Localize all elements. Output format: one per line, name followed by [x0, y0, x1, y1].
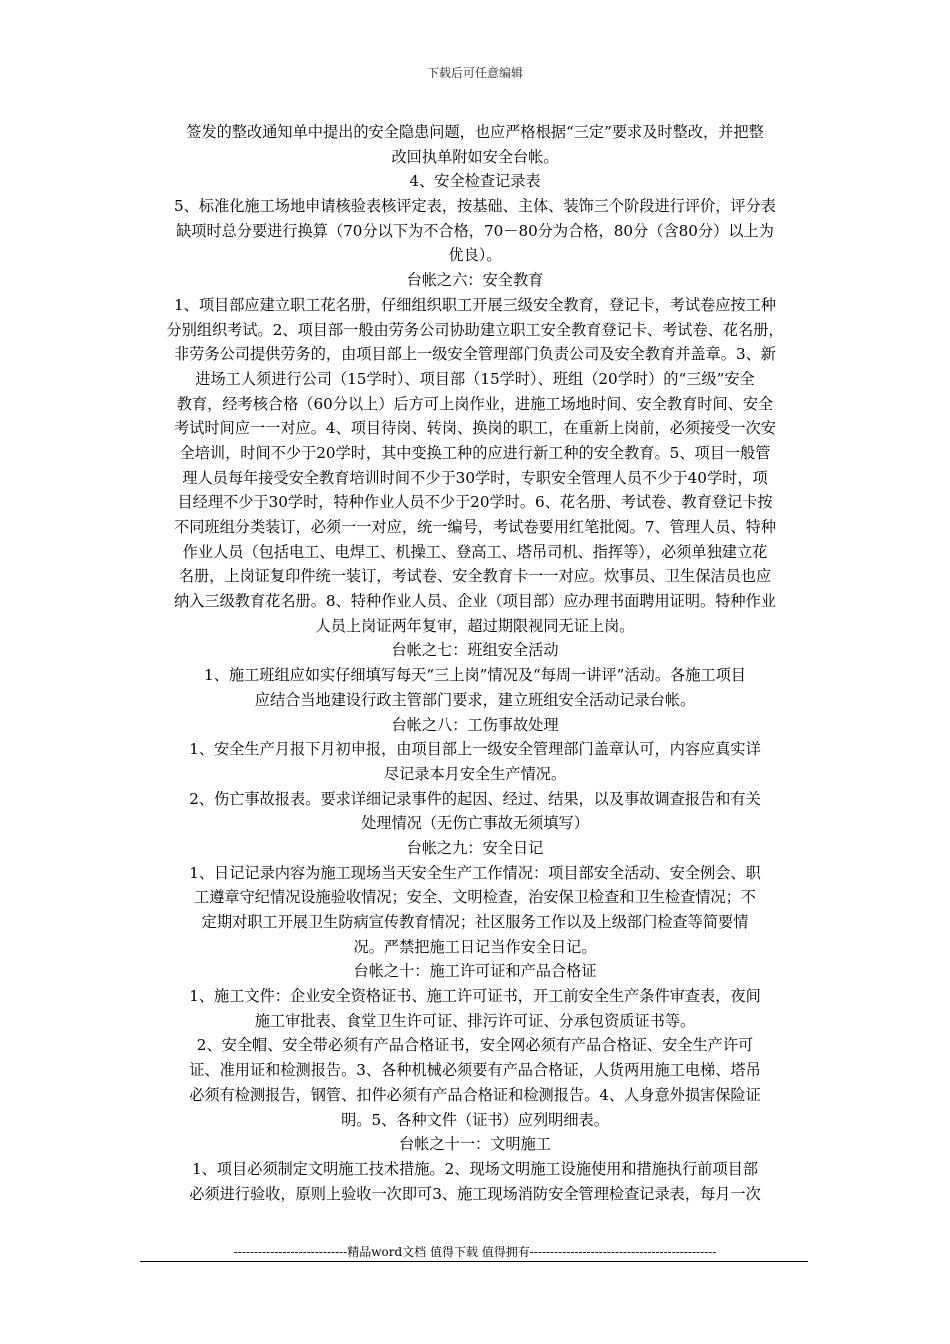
page-header: 下载后可任意编辑	[426, 66, 523, 80]
text-line: 签发的整改通知单中提出的安全隐患问题，也应严格根据“三定”要求及时整改，并把整	[186, 123, 764, 141]
text-line: 台帐之十一：文明施工	[399, 1135, 551, 1154]
text-line: 应结合当地建设行政主管部门要求，建立班组安全活动记录台帐。	[254, 690, 696, 709]
text-line: 优良）。	[448, 246, 502, 265]
text-line: 证、准用证和检测报告。3、各种机械必须要有产品合格证，人货两用施工电梯、塔吊	[189, 1061, 761, 1080]
text-line: 缺项时总分要进行换算（70分以下为不合格，70－80分为合格，80分（含80分）以上为	[176, 221, 774, 240]
text-line: 施工审批表、食堂卫生许可证、排污许可证、分承包资质证书等。	[254, 1011, 696, 1030]
text-line: 作业人员（包括电工、电焊工、机操工、登高工、塔吊司机、指挥等），必须单独建立花	[182, 542, 768, 561]
text-line: 考试时间应一一对应。4、项目待岗、转岗、换岗的职工，在重新上岗前，必须接受一次安	[174, 419, 776, 438]
text-line: 处理情况（无伤亡事故无须填写）	[361, 814, 589, 833]
text-line: 1、安全生产月报下月初申报，由项目部上一级安全管理部门盖章认可，内容应真实详	[189, 740, 761, 759]
text-line: 1、施工文件：企业安全资格证书、施工许可证书，开工前安全生产条件审查表，夜间	[189, 987, 761, 1006]
text-line: 定期对职工开展卫生防病宣传教育情况；社区服务工作以及上级部门检查等简要情	[201, 913, 749, 931]
document-body	[140, 120, 810, 1206]
text-line: 改回执单附如安全台帐。	[391, 147, 559, 166]
text-line: 台帐之九：安全日记	[406, 838, 544, 857]
text-line: 必须有检测报告，钢管、扣件必须有产品合格证和检测报告。4、人身意外损害保险证	[189, 1085, 761, 1104]
text-line: 纳入三级教育花名册。8、特种作业人员、企业（项目部）应办理书面聘用证明。特种作业	[174, 592, 776, 611]
text-line: 不同班组分类装订，必须一一对应，统一编号，考试卷要用红笔批阅。7、管理人员、特种	[174, 518, 776, 536]
text-line: 理人员每年接受安全教育培训时间不少于30学时，专职安全管理人员不少于40学时，项	[182, 468, 768, 487]
text-line: 工遵章守纪情况设施验收情况；安全、文明检查，治安保卫检查和卫生检查情况；不	[194, 888, 756, 907]
text-line: 台帐之七：班组安全活动	[391, 641, 559, 660]
text-line: 教育，经考核合格（60分以上）后方可上岗作业，进施工场地时间、安全教育时间、安全	[176, 394, 774, 413]
text-line: 况。严禁把施工日记当作安全日记。	[353, 937, 597, 956]
text-line: 名册，上岗证复印件统一装订，考试卷、安全教育卡一一对应。炊事员、卫生保洁员也应	[178, 567, 772, 586]
text-line: 尽记录本月安全生产情况。	[383, 764, 567, 783]
text-line: 人员上岗证两年复审，超过期限视同无证上岗。	[315, 616, 635, 635]
text-line: 分别组织考试。2、项目部一般由劳务公司协助建立职工安全教育登记卡、考试卷、花名册，	[166, 320, 784, 339]
footer-rule	[140, 1261, 808, 1262]
text-line: 1、施工班组应如实仔细填写每天“三上岗”情况及“每周一讲评”活动。各施工项目	[204, 666, 746, 685]
text-line: 台帐之八：工伤事故处理	[391, 715, 559, 734]
text-line: 目经理不少于30学时，特种作业人员不少于20学时。6、花名册、考试卷、教育登记卡按	[177, 493, 773, 512]
text-line: 台帐之十：施工许可证和产品合格证	[353, 962, 597, 981]
page-footer: ----------------------------精品word文档 值得下载 值得拥有----------------------------------------------	[233, 1245, 717, 1259]
text-line: 必须进行验收，原则上验收一次即可3、施工现场消防安全管理检查记录表，每月一次	[189, 1184, 761, 1203]
text-line: 明。5、各种文件（证书）应列明细表。	[341, 1110, 609, 1129]
text-line: 2、安全帽、安全带必须有产品合格证书，安全网必须有产品合格证、安全生产许可	[196, 1036, 754, 1055]
text-line: 5、标准化施工场地申请核验表核评定表，按基础、主体、装饰三个阶段进行评价，评分表	[174, 197, 776, 216]
text-line: 非劳务公司提供劳务的，由项目部上一级安全管理部门负责公司及安全教育并盖章。3、新	[174, 345, 776, 364]
text-line: 1、项目必须制定文明施工技术措施。2、现场文明施工设施使用和措施执行前项目部	[191, 1159, 759, 1178]
text-line: 2、伤亡事故报表。要求详细记录事件的起因、经过、结果，以及事故调查报告和有关	[189, 789, 761, 808]
text-line: 4、安全检查记录表	[409, 172, 541, 191]
text-line: 1、项目部应建立职工花名册，仔细组织职工开展三级安全教育，登记卡，考试卷应按工种	[174, 295, 776, 314]
text-line: 1、日记记录内容为施工现场当天安全生产工作情况：项目部安全活动、安全例会、职	[189, 863, 761, 882]
text-line: 全培训，时间不少于20学时，其中变换工种的应进行新工种的安全教育。5、项目一般管	[179, 443, 771, 462]
text-line: 进场工人须进行公司（15学时）、项目部（15学时）、班组（20学时）的“三级”安全	[195, 369, 755, 388]
text-line: 台帐之六：安全教育	[406, 271, 544, 290]
